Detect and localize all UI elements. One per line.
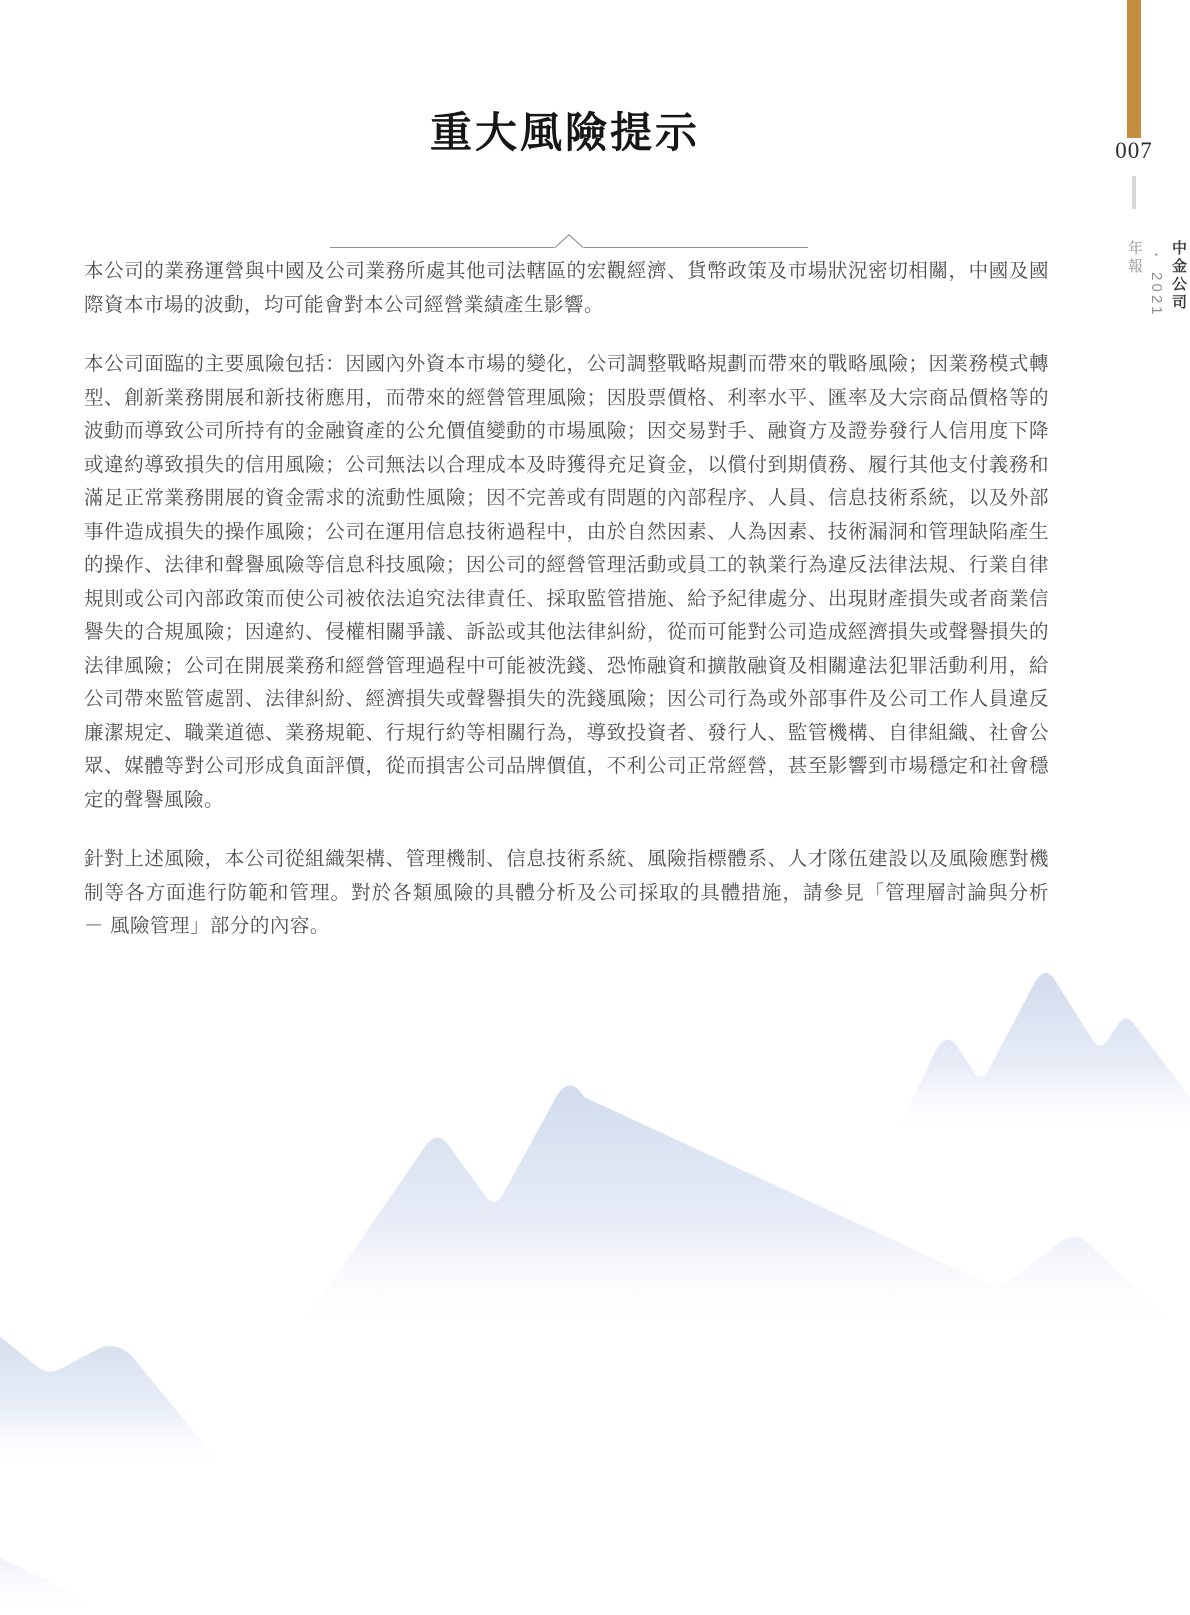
bullet-separator: • xyxy=(1151,253,1161,260)
page-number: 007 xyxy=(1115,138,1153,163)
gold-accent-bar xyxy=(1127,0,1141,138)
company-name: 中金公司 xyxy=(1170,240,1187,312)
mountain-left xyxy=(0,1312,214,1480)
report-edition: 2021 年報 xyxy=(1126,240,1165,318)
mountain-corner xyxy=(0,1548,120,1615)
paragraph-intro: 本公司的業務運營與中國及公司業務所處其他司法轄區的宏觀經濟、貨幣政策及市場狀況密切相關，中國及國際資本市場的波動，均可能會對本公司經營業績產生影響。 xyxy=(84,260,1049,316)
body-text xyxy=(84,255,1049,970)
chevron-up-icon xyxy=(554,234,584,248)
mountain-right xyxy=(893,973,1190,1140)
tick-line xyxy=(1132,176,1136,209)
paragraph-risk-management: 針對上述風險，本公司從組織架構、管理機制、信息技術系統、風險指標體系、人才隊伍建設以及風險應對機制等各方面進行防範和管理。對於各類風險的具體分析及公司採取的具體措施，請參見「管理層討論與分析 － 風險管理」部分的內容。 xyxy=(84,848,1049,937)
mountain-watermark xyxy=(0,915,1190,1615)
page-title: 重大風險提示 xyxy=(429,111,700,157)
paragraph-main-risks: 本公司面臨的主要風險包括：因國內外資本市場的變化，公司調整戰略規劃而帶來的戰略風險；因業務模式轉型、創新業務開展和新技術應用，而帶來的經營管理風險；因股票價格、利率水平、匯率及大宗商品價格等的波動而導致公司所持有的金融資產的公允價值變動的市場風險；因交易對手、融資方及證券發行人信用度下降或違約導致損失的信用風險；公司無法以合理成本及時獲得充足資金，以償付到期債務、履行其他支付義務和滿足正常業務開展的資金需求的流動性風險；因不完善或有問題的內部程序、人員、信息技術系統，以及外部事件造成損失的操作風險；公司在運用信息技術過程中，由於自然因素、人為因素、技術漏洞和管理缺陷產生的操作、法律和聲譽風險等信息科技風險；因公司的經營管理活動或員工的執業行為違反法律法規、行業自律規則或公司內部政策而使公司被依法追究法律責任、採取監管措施、給予紀律處分、出現財產損失或者商業信譽失的合規風險；因違約、侵權相關爭議、訴訟或其他法律糾紛，從而可能對公司造成經濟損失或聲譽損失的法律風險；公司在開展業務和經營管理過程中可能被洗錢、恐怖融資和擴散融資及相關違法犯罪活動利用，給公司帶來監管處罰、法律糾紛、經濟損失或聲譽損失的洗錢風險；因公司行為或外部事件及公司工作人員違反廉潔規定、職業道德、業務規範、行規行約等相關行為，導致投資者、發行人、監管機構、自律組織、社會公眾、媒體等對公司形成負面評價，從而損害公司品牌價值，不利公司正常經營，甚至影響到市場穩定和社會穩定的聲譽風險。 xyxy=(84,353,1049,811)
section-divider xyxy=(330,247,808,248)
vertical-running-title xyxy=(1123,240,1189,318)
